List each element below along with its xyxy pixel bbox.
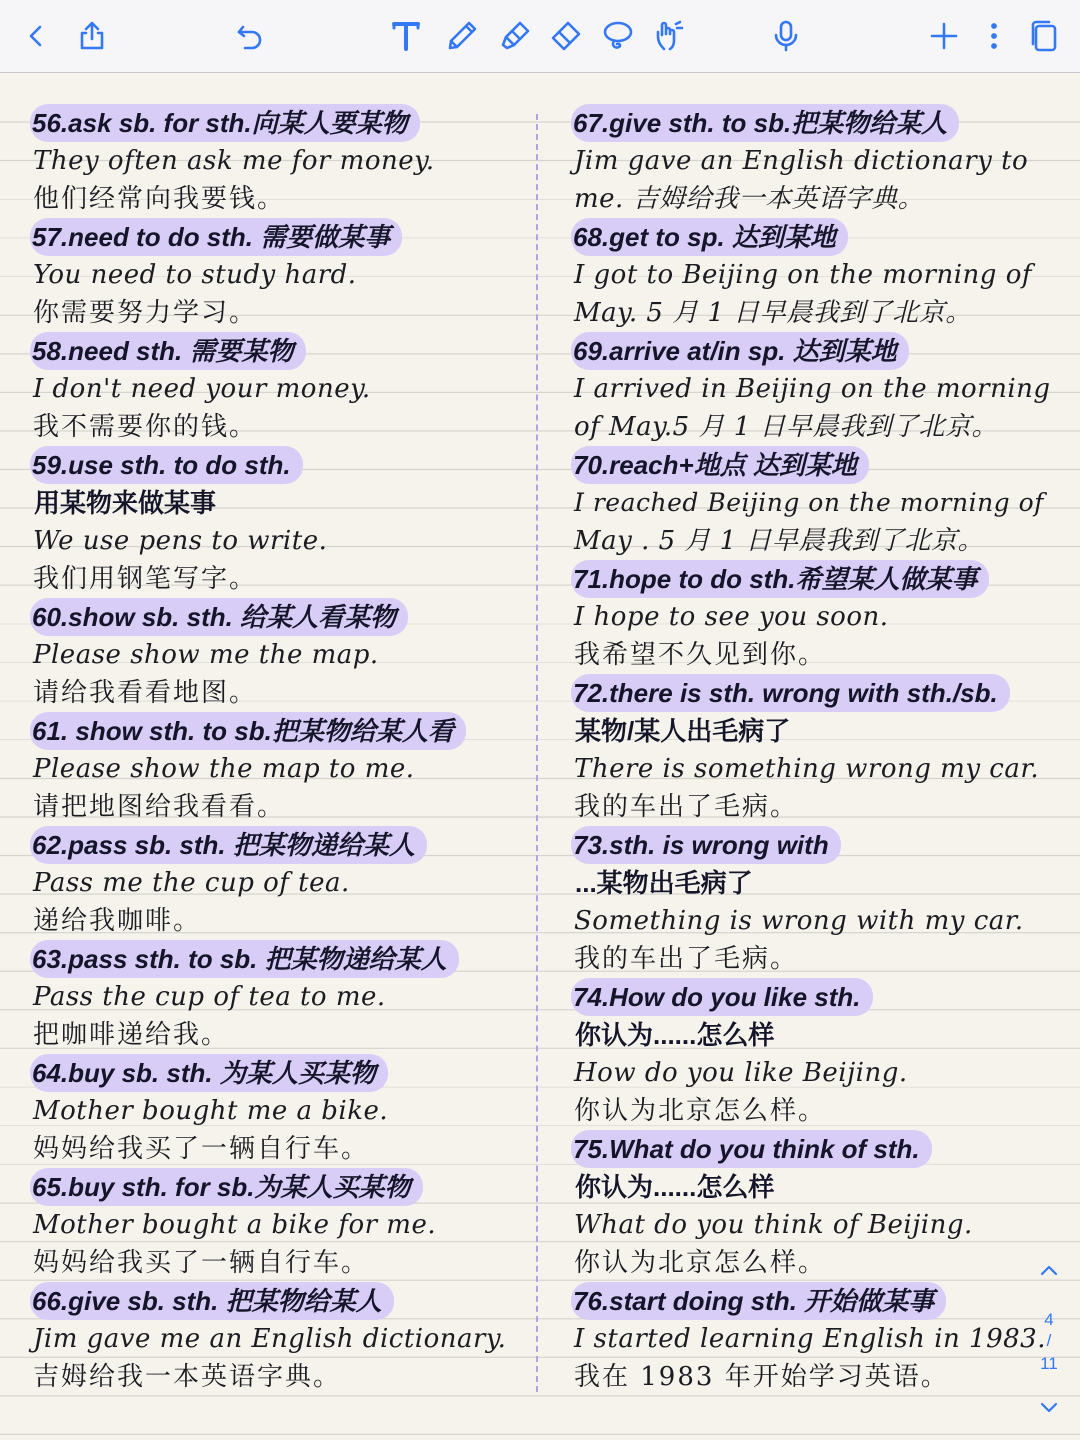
- phrase-entry: [30, 446, 528, 598]
- eraser-icon[interactable]: [548, 18, 584, 54]
- page-down-icon[interactable]: [1034, 1400, 1064, 1420]
- example-sentence: They often ask me for money.: [33, 146, 435, 176]
- example-translation: 我不需要你的钱。: [33, 412, 258, 442]
- example-sentence: May . 5 月 1 日早晨我到了北京。: [574, 526, 984, 556]
- example-translation: 妈妈给我买了一辆自行车。: [33, 1134, 370, 1164]
- phrase-heading-highlight: 66.give sb. sth. 把某物给某人: [30, 1282, 394, 1320]
- undo-icon[interactable]: [232, 18, 268, 54]
- example-sentence: I got to Beijing on the morning of: [574, 260, 1032, 290]
- phrase-heading-highlight: 57.need to do sth. 需要做某事: [30, 218, 402, 256]
- phrase-heading-highlight: 73.sth. is wrong with: [571, 826, 841, 864]
- pages-icon[interactable]: [1026, 18, 1062, 54]
- example-sentence: Something is wrong with my car.: [574, 906, 1024, 936]
- example-sentence: Please show me the map.: [33, 640, 379, 670]
- example-sentence: Pass me the cup of tea.: [33, 868, 350, 898]
- example-translation: 我在 1983 年开始学习英语。: [574, 1362, 949, 1392]
- phrase-heading-highlight: 56.ask sb. for sth.向某人要某物: [30, 104, 420, 142]
- phrase-entry: [571, 826, 1051, 978]
- phrase-heading-highlight: 71.hope to do sth.希望某人做某事: [571, 560, 989, 598]
- phrase-entry: [30, 940, 528, 1054]
- phrase-entry: [30, 598, 528, 712]
- pen-icon[interactable]: [444, 18, 480, 54]
- phrase-meaning: 某物/某人出毛病了: [575, 716, 791, 746]
- phrase-entry: [30, 826, 528, 940]
- phrase-heading-highlight: 76.start doing sth. 开始做某事: [571, 1282, 946, 1320]
- microphone-icon[interactable]: [768, 18, 804, 54]
- example-translation: 我的车出了毛病。: [574, 944, 799, 974]
- example-sentence: I hope to see you soon.: [574, 602, 889, 632]
- example-sentence: Please show the map to me.: [33, 754, 415, 784]
- highlighter-icon[interactable]: [497, 18, 533, 54]
- phrase-heading-highlight: 61. show sth. to sb.把某物给某人看: [30, 712, 466, 750]
- phrase-heading-highlight: 67.give sth. to sb.把某物给某人: [571, 104, 959, 142]
- example-sentence: What do you think of Beijing.: [574, 1210, 973, 1240]
- lasso-icon[interactable]: [600, 18, 636, 54]
- add-icon[interactable]: [926, 18, 962, 54]
- example-translation: 我希望不久见到你。: [574, 640, 827, 670]
- phrase-heading-highlight: 59.use sth. to do sth.: [30, 446, 303, 484]
- example-translation: 你需要努力学习。: [33, 298, 258, 328]
- page-separator: /: [1046, 1331, 1052, 1350]
- left-column: [30, 104, 528, 1396]
- phrase-heading-highlight: 75.What do you think of sth.: [571, 1130, 932, 1168]
- phrase-entry: [30, 1168, 528, 1282]
- example-sentence: Jim gave an English dictionary to: [574, 146, 1029, 176]
- example-translation: 递给我咖啡。: [33, 906, 202, 936]
- example-sentence: You need to study hard.: [33, 260, 357, 290]
- example-sentence: I started learning English in 1983.: [574, 1324, 1046, 1354]
- example-translation: 我的车出了毛病。: [574, 792, 799, 822]
- example-translation: 吉姆给我一本英语字典。: [33, 1362, 342, 1392]
- example-translation: 请把地图给我看看。: [33, 792, 286, 822]
- phrase-heading-highlight: 64.buy sb. sth. 为某人买某物: [30, 1054, 388, 1092]
- page-up-icon[interactable]: [1034, 1262, 1064, 1282]
- phrase-meaning: 你认为......怎么样: [575, 1020, 775, 1050]
- phrase-heading-highlight: 58.need sth. 需要某物: [30, 332, 306, 370]
- more-icon[interactable]: [976, 18, 1012, 54]
- phrase-entry: [30, 712, 528, 826]
- right-column: [571, 104, 1051, 1396]
- example-sentence: of May.5 月 1 日早晨我到了北京。: [574, 412, 999, 442]
- example-sentence: There is something wrong my car.: [574, 754, 1040, 784]
- phrase-entry: [571, 218, 1051, 332]
- phrase-heading-highlight: 60.show sb. sth. 给某人看某物: [30, 598, 408, 636]
- phrase-entry: [571, 446, 1051, 560]
- phrase-entry: [30, 218, 528, 332]
- example-sentence: Jim gave me an English dictionary.: [33, 1324, 507, 1354]
- phrase-meaning: ...某物出毛病了: [575, 868, 753, 898]
- phrase-heading-highlight: 68.get to sp. 达到某地: [571, 218, 848, 256]
- phrase-entry: [571, 560, 1051, 674]
- phrase-heading-highlight: 62.pass sb. sth. 把某物递给某人: [30, 826, 427, 864]
- page-total: 11: [1040, 1354, 1058, 1373]
- toolbar: [0, 0, 1080, 73]
- back-icon[interactable]: [18, 18, 54, 54]
- phrase-entry: [571, 1130, 1051, 1282]
- example-sentence: How do you like Beijing.: [574, 1058, 908, 1088]
- phrase-entry: [571, 978, 1051, 1130]
- phrase-heading-highlight: 65.buy sth. for sb.为某人买某物: [30, 1168, 423, 1206]
- example-translation: 把咖啡递给我。: [33, 1020, 230, 1050]
- example-sentence: Mother bought a bike for me.: [33, 1210, 437, 1240]
- phrase-entry: [571, 1282, 1051, 1396]
- hand-touch-icon[interactable]: [651, 18, 687, 54]
- example-translation: 我们用钢笔写字。: [33, 564, 258, 594]
- page-current: 4: [1044, 1310, 1054, 1329]
- example-translation: 你认为北京怎么样。: [574, 1248, 827, 1278]
- example-sentence: me. 吉姆给我一本英语字典。: [574, 184, 925, 214]
- phrase-heading-highlight: 63.pass sth. to sb. 把某物递给某人: [30, 940, 459, 978]
- phrase-heading-highlight: 72.there is sth. wrong with sth./sb.: [571, 674, 1010, 712]
- phrase-heading-highlight: 74.How do you like sth.: [571, 978, 873, 1016]
- example-sentence: We use pens to write.: [33, 526, 328, 556]
- phrase-entry: [571, 674, 1051, 826]
- phrase-entry: [30, 104, 528, 218]
- example-translation: 妈妈给我买了一辆自行车。: [33, 1248, 370, 1278]
- example-sentence: May. 5 月 1 日早晨我到了北京。: [574, 298, 972, 328]
- phrase-meaning: 你认为......怎么样: [575, 1172, 775, 1202]
- example-sentence: I arrived in Beijing on the morning: [574, 374, 1051, 404]
- share-icon[interactable]: [74, 18, 110, 54]
- phrase-meaning: 用某物来做某事: [34, 488, 217, 518]
- example-translation: 请给我看看地图。: [33, 678, 258, 708]
- phrase-entry: [571, 104, 1051, 218]
- example-sentence: Pass the cup of tea to me.: [33, 982, 386, 1012]
- example-sentence: Mother bought me a bike.: [33, 1096, 389, 1126]
- example-translation: 你认为北京怎么样。: [574, 1096, 827, 1126]
- phrase-entry: [30, 332, 528, 446]
- example-translation: 他们经常向我要钱。: [33, 184, 286, 214]
- text-tool-icon[interactable]: [388, 18, 424, 54]
- example-sentence: I don't need your money.: [33, 374, 371, 404]
- phrase-heading-highlight: 70.reach+地点 达到某地: [571, 446, 869, 484]
- phrase-entry: [30, 1282, 528, 1396]
- phrase-entry: [30, 1054, 528, 1168]
- column-divider: [536, 114, 538, 1392]
- example-sentence: I reached Beijing on the morning of: [574, 488, 1044, 517]
- phrase-heading-highlight: 69.arrive at/in sp. 达到某地: [571, 332, 909, 370]
- phrase-entry: [571, 332, 1051, 446]
